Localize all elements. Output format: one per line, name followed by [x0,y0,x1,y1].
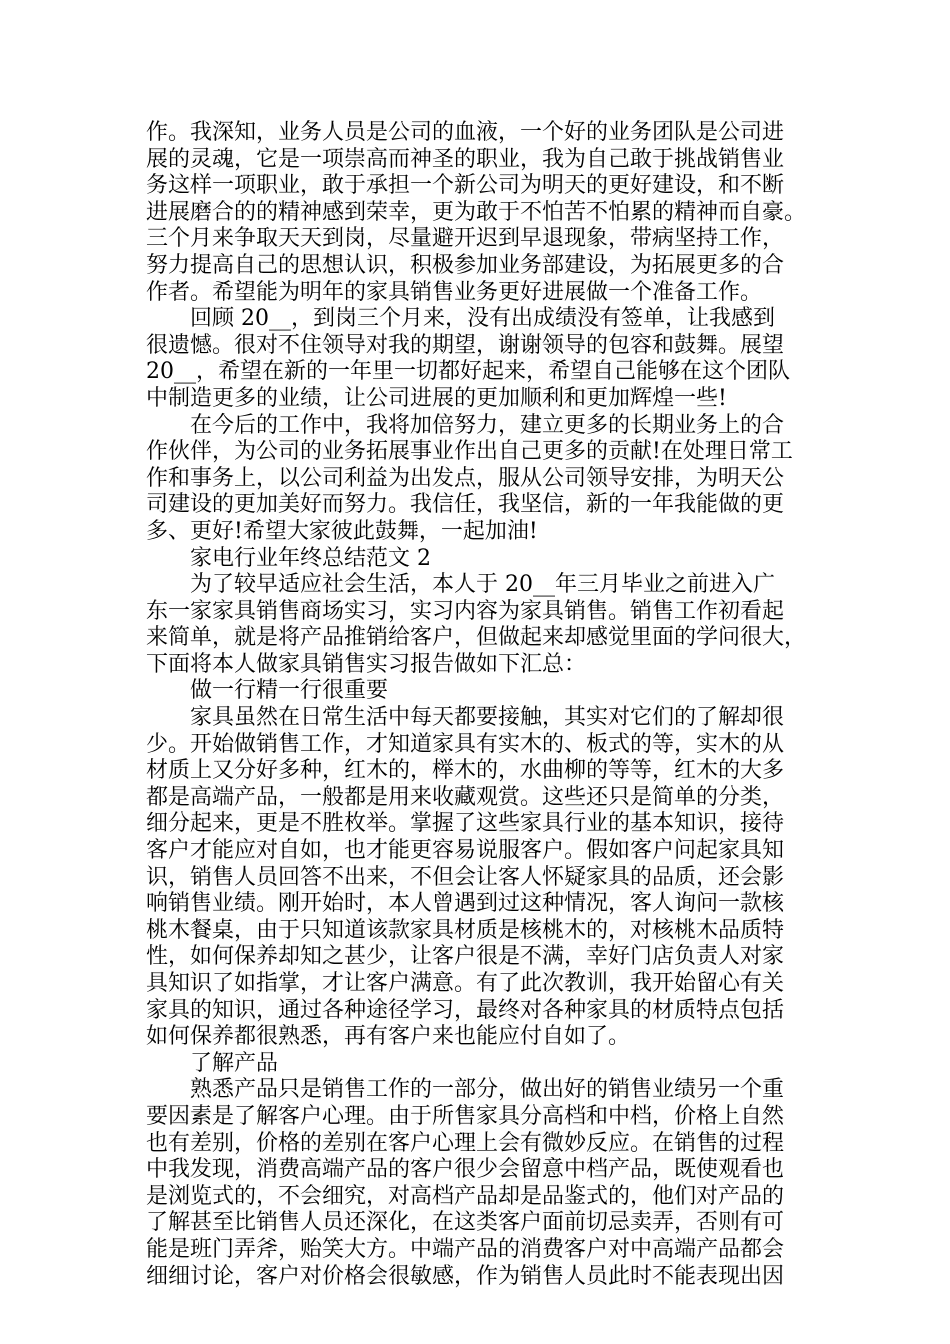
text-line: 中我发现，消费高端产品的客户很少会留意中档产品，既使观看也 [146,1157,785,1183]
text-line: 务这样一项职业，敢于承担一个新公司为明天的更好建设，和不断 [146,173,785,199]
text-line: 了解产品 [190,1050,279,1076]
text-line: 努力提高自己的思想认识，积极参加业务部建设，为拓展更多的合 [146,252,785,278]
text-line: 都是高端产品，一般都是用来收藏观赏。这些还只是简单的分类， [146,784,785,810]
text-line: 具知识了如指掌，才让客户满意。有了此次教训，我开始留心有关 [146,971,785,996]
text-line: 作伙伴，为公司的业务拓展事业作出自己更多的贡献!在处理日常工 [146,439,793,465]
text-line: 桃木餐桌，由于只知道该款家具材质是核桃木的，对核桃木品质特 [146,917,785,943]
text-line: 多、更好!希望大家彼此鼓舞，一起加油! [146,518,538,544]
text-line: 20__，希望在新的一年里一切都好起来，希望自己能够在这个团队 [146,359,790,385]
text-line: 性，如何保养却知之甚少，让客户很是不满，幸好门店负责人对家 [146,944,785,970]
text-line: 很遗憾。很对不住领导对我的期望，谢谢领导的包容和鼓舞。展望 [146,332,785,358]
text-line: 能是班门弄斧，贻笑大方。中端产品的消费客户对中高端产品都会 [146,1236,785,1262]
text-line: 进展磨合的的精神感到荣幸，更为敢于不怕苦不怕累的精神而自豪。 [146,199,807,225]
text-line: 在今后的工作中，我将加倍努力，建立更多的长期业务上的合 [190,412,785,438]
text-line: 材质上又分好多种，红木的，榉木的，水曲柳的等等，红木的大多 [146,758,785,784]
text-line: 少。开始做销售工作，才知道家具有实木的、板式的等，实木的从 [146,731,785,757]
text-line: 细细讨论，客户对价格会很敏感，作为销售人员此时不能表现出因 [146,1263,785,1289]
text-line: 响销售业绩。刚开始时，本人曾遇到过这种情况，客人询问一款核 [146,891,785,917]
text-line: 作。我深知，业务人员是公司的血液，一个好的业务团队是公司进 [146,120,785,145]
text-line: 来简单，就是将产品推销给客户，但做起来却感觉里面的学问很大， [146,625,807,651]
text-line: 为了较早适应社会生活，本人于 20__年三月毕业之前进入广 [190,572,775,598]
text-line: 细分起来，更是不胜枚举。掌握了这些家具行业的基本知识，接待 [146,811,785,837]
text-line: 东一家家具销售商场实习，实习内容为家具销售。销售工作初看起 [146,598,785,624]
text-line: 做一行精一行很重要 [190,678,389,704]
text-line: 了解甚至比销售人员还深化，在这类客户面前切忌卖弄，否则有可 [146,1210,785,1236]
text-line: 如何保养都很熟悉，再有客户来也能应付自如了。 [146,1024,631,1050]
text-line: 回顾 20__，到岗三个月来，没有出成绩没有签单，让我感到 [190,306,775,332]
text-line: 司建设的更加美好而努力。我信任，我坚信，新的一年我能做的更 [146,492,785,518]
text-line: 客户才能应对自如，也才能更容易说服客户。假如客户问起家具知 [146,838,785,864]
text-line: 三个月来争取天天到岗，尽量避开迟到早退现象，带病坚持工作， [146,226,785,252]
text-line: 家具的知识，通过各种途径学习，最终对各种家具的材质特点包括 [146,997,785,1023]
text-line: 也有差别，价格的差别在客户心理上会有微妙反应。在销售的过程 [146,1130,785,1156]
text-line: 下面将本人做家具销售实习报告做如下汇总： [146,651,587,677]
text-line: 家电行业年终总结范文 2 [190,545,431,571]
text-line: 家具虽然在日常生活中每天都要接触，其实对它们的了解却很 [190,705,785,731]
text-line: 是浏览式的，不会细究，对高档产品却是品鉴式的，他们对产品的 [146,1183,785,1209]
text-line: 展的灵魂，它是一项崇高而神圣的职业，我为自己敢于挑战销售业 [146,146,785,172]
text-line: 中制造更多的业绩，让公司进展的更加顺利和更加辉煌一些! [146,385,727,411]
text-line: 要因素是了解客户心理。由于所售家具分高档和中档，价格上自然 [146,1103,785,1129]
document-body [146,120,836,1290]
text-line: 熟悉产品只是销售工作的一部分，做出好的销售业绩另一个重 [190,1077,785,1103]
text-line: 作和事务上，以公司利益为出发点，服从公司领导安排，为明天公 [146,465,785,491]
text-line: 识，销售人员回答不出来，不但会让客人怀疑家具的品质，还会影 [146,864,785,890]
text-line: 作者。希望能为明年的家具销售业务更好进展做一个准备工作。 [146,279,763,305]
